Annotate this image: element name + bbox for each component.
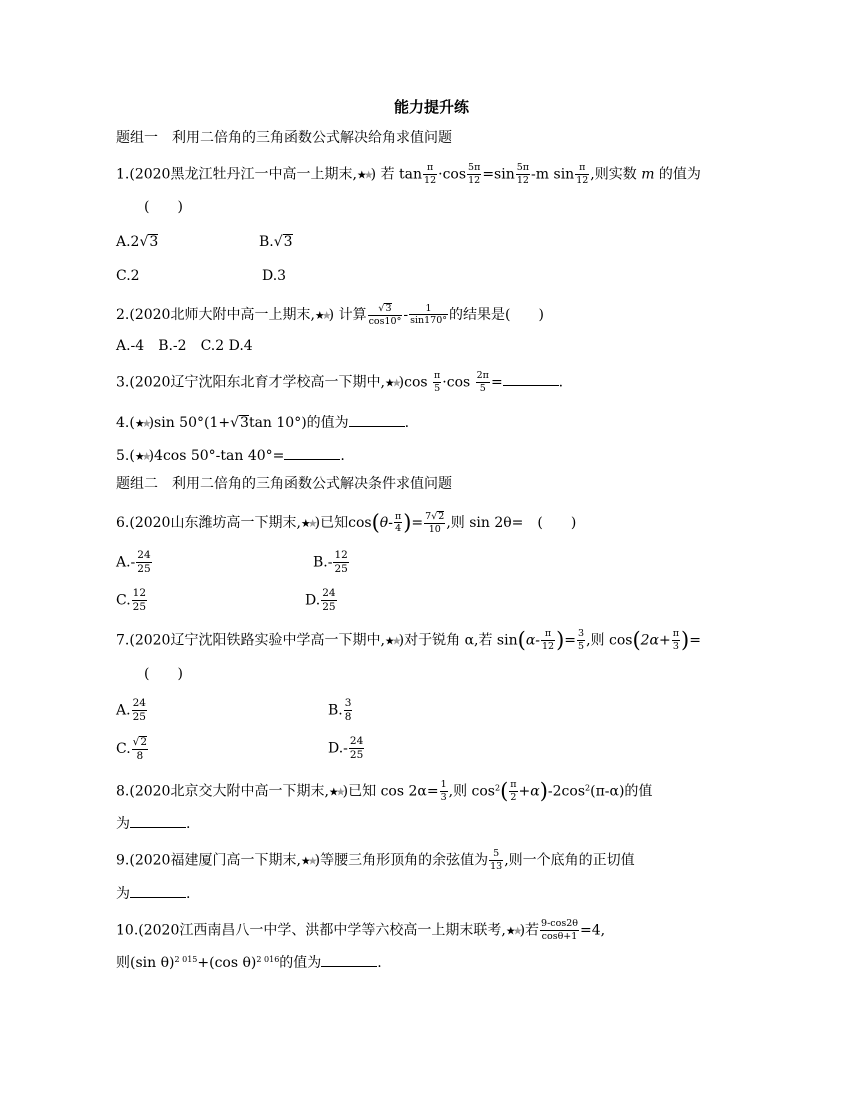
answer-blank	[349, 414, 405, 427]
option-b: B.√3	[259, 234, 293, 250]
fraction: $\frac{\pi}{2}$	[510, 779, 517, 803]
option-c: C. $\frac{√2}{8}$	[116, 736, 148, 763]
question-1: 1.(2020黑龙江牡丹江一中高一上期末,★★) 若 tan $\frac{\pi}{12}$ ·cos $\frac{5\pi}{12}$ =sin $\frac{5\pi}{12}$ -m sin $\frac{\pi}{12}$ ,则实数 m 的值为	[116, 162, 701, 186]
question-2: 2.(2020北师大附中高一上期末,★★) 计算 $\frac{√3}{\cos 10^\circ}$ - $\frac{1}{\sin 170^\circ}$ 的结果是( )	[116, 302, 544, 327]
question-3: 3.(2020辽宁沈阳东北育才学校高一下期中,★★)cos $\frac{\pi}{5}$ ·cos $\frac{2\pi}{5}$ = .	[116, 370, 564, 394]
question-9: 9.(2020福建厦门高一下期末,★★)等腰三角形顶角的余弦值为 $\frac{5}{13}$ ,则一个底角的正切值	[116, 848, 635, 872]
question-5: 5.(★★)4cos 50°-tan 40°= .	[116, 448, 345, 464]
answer-blank	[284, 447, 340, 460]
question-source: (2020黑龙江牡丹江一中高一上期末,	[129, 166, 357, 183]
option-a: A. $\frac{24}{25}$	[116, 697, 146, 724]
question-10-cont: 则(sin θ)$^{2 015}$+(cos θ)$^{2 016}$的值为 .	[116, 955, 382, 971]
star-difficulty-icon: ★★	[134, 417, 149, 430]
options-line: A.-4 B.-2 C.2 D.4	[116, 338, 253, 354]
star-difficulty-icon: ★★	[300, 854, 315, 868]
group-2-heading: 题组二 利用二倍角的三角函数公式解决条件求值问题	[116, 476, 452, 492]
option-b: B. $\frac{3}{8}$	[328, 697, 352, 724]
question-8: 8.(2020北京交大附中高一下期末,★★)已知 cos 2α= $\frac{1}{3}$ ,则 $\cos^2$( $\frac{\pi}{2}$ $+\alpha)-2\cos^2(\pi-\alpha)$的值	[116, 778, 653, 803]
answer-blank	[130, 815, 186, 828]
star-difficulty-icon: ★★	[134, 450, 149, 463]
fraction: $\frac{1}{3}$	[440, 779, 447, 803]
option-d: D. $\frac{24}{25}$	[305, 587, 336, 614]
fraction: $\frac{9-\cos 2\theta}{\cos\theta+1}$	[541, 918, 578, 942]
option-d: D.3	[262, 268, 287, 284]
fraction: $\frac{\pi}{12}$	[424, 162, 437, 186]
sqrt-icon: √	[431, 511, 438, 522]
fraction: $\frac{1}{\sin 170^\circ}$	[410, 302, 447, 327]
question-10: 10.(2020江西南昌八一中学、洪都中学等六校高一上期末联考,★★)若 $\frac{9-\cos 2\theta}{\cos\theta+1}$ =4,	[116, 918, 606, 942]
sqrt-icon: √	[273, 234, 283, 250]
question-4: 4.(★★)sin 50°(1+√3tan 10°)的值为 .	[116, 415, 410, 431]
answer-blank	[130, 885, 186, 898]
answer-paren: ( )	[144, 666, 183, 682]
fraction: $\frac{√3}{\cos 10^\circ}$	[368, 303, 402, 327]
sqrt-icon: √	[132, 736, 140, 748]
group-1-heading: 题组一 利用二倍角的三角函数公式解决给角求值问题	[116, 130, 452, 146]
sqrt-icon: √	[230, 415, 240, 431]
question-7: 7.(2020辽宁沈阳铁路实验中学高一下期中,★★)对于锐角 α,若 sin(α- $\frac{\pi}{12}$ )= $\frac{3}{5}$ ,则 cos(2α+ $\frac{\pi}{3}$ )=	[116, 627, 701, 652]
fraction: $\frac{\pi}{12}$	[576, 162, 589, 186]
fraction: $\frac{2\pi}{5}$	[476, 370, 489, 394]
option-b: B.- $\frac{12}{25}$	[313, 549, 348, 576]
question-8-cont: 为 .	[116, 816, 191, 832]
fraction: $\frac{3}{5}$	[578, 628, 585, 652]
fraction: $\frac{5}{13}$	[490, 848, 503, 872]
answer-blank	[503, 373, 559, 386]
page-title: 能力提升练	[394, 98, 470, 116]
fraction: $\frac{7√2}{10}$	[425, 511, 445, 535]
star-difficulty-icon: ★★	[384, 634, 399, 648]
fraction: $\frac{5\pi}{12}$	[516, 162, 530, 186]
option-a: A.2√3	[116, 234, 159, 250]
answer-blank	[321, 954, 377, 967]
star-difficulty-icon: ★★	[384, 376, 399, 390]
star-difficulty-icon: ★★	[300, 516, 315, 530]
fraction: $\frac{\pi}{4}$	[394, 510, 402, 535]
star-difficulty-icon: ★★	[328, 785, 343, 799]
sqrt-icon: √	[139, 234, 149, 250]
fraction: $\frac{\pi}{5}$	[434, 370, 441, 394]
answer-paren: ( )	[144, 199, 183, 215]
question-9-cont: 为 .	[116, 886, 191, 902]
fraction: $\frac{5\pi}{12}$	[468, 162, 481, 186]
fraction: $\frac{\pi}{12}$	[542, 628, 555, 652]
star-difficulty-icon: ★★	[505, 924, 520, 938]
option-a: A.- $\frac{24}{25}$	[116, 549, 151, 576]
fraction: $\frac{\pi}{3}$	[672, 628, 679, 652]
option-c: C. $\frac{12}{25}$	[116, 587, 147, 614]
question-number: 1.	[116, 166, 130, 183]
option-c: C.2	[116, 268, 140, 284]
question-6: 6.(2020山东潍坊高一下期末,★★)已知cos(θ- $\frac{\pi}{4}$ )= $\frac{7√2}{10}$ ,则 sin 2θ= ( )	[116, 510, 577, 535]
option-d: D.- $\frac{24}{25}$	[328, 735, 364, 762]
star-difficulty-icon: ★★	[356, 168, 371, 182]
star-difficulty-icon: ★★	[314, 308, 329, 322]
sqrt-icon: √	[378, 303, 385, 314]
